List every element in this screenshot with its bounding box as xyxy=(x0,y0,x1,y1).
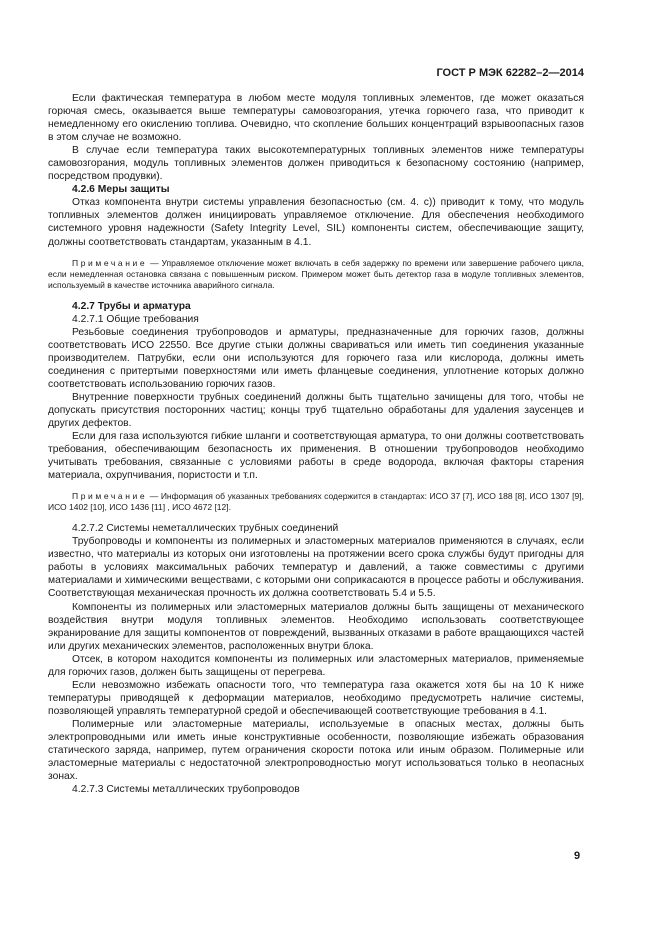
standard-header: ГОСТ Р МЭК 62282–2—2014 xyxy=(436,67,584,79)
body-text xyxy=(48,92,584,796)
paragraph: Полимерные или эластомерные материалы, используемые в опасных местах, должны быть электропроводными или иметь иные конструктивные особенности, позволяющие избежать образования статического заряда, например, путем ограничения скорости потока или иным образом. Полимерные или эластомерные материалы с недостаточной электропроводностью могут использоваться только в неопасных зонах. xyxy=(48,718,584,783)
note-label: Примечание xyxy=(72,257,148,268)
page-number: 9 xyxy=(574,850,581,862)
paragraph: В случае если температура таких высокотемпературных топливных элементов ниже температуры самовозгорания, модуль топливных элементов должен приводиться к безопасному состоянию (например, посредством продувки). xyxy=(48,145,584,183)
section-heading-4-2-7: 4.2.7 Трубы и арматура xyxy=(72,300,191,312)
note xyxy=(48,258,584,291)
paragraph: Трубопроводы и компоненты из полимерных и эластомерных материалов применяются в случаях, если известно, что материалы из которых они изготовлены на протяжении всего срока службы будут пригодны для работы в условиях максимальных рабочих температур и давлений, а также совместимы с другими материалами и химическими веществами, с которыми они соприкасаются в процессе работы и обслуживания. Соответствующая механическая прочность их должна соответствовать 5.4 и 5.5. xyxy=(48,536,584,600)
paragraph: Отсек, в котором находится компоненты из полимерных или эластомерных материалов, применяемые для горючих газов, должен быть защищены от перегрева. xyxy=(48,653,584,678)
paragraph: Если невозможно избежать опасности того, что температура газа окажется хотя бы на 10 К ниже температуры приводящей к деформации материалов, необходимо предусмотреть наличие системы, позволяющей управлять температурной средой и обеспечивающей соответствующие требования в 4.1. xyxy=(48,679,584,717)
note-label: Примечание xyxy=(72,491,148,502)
subsection-heading-4-2-7-3: 4.2.7.3 Системы металлических трубопроводов xyxy=(72,784,300,796)
subsection-heading-4-2-7-2: 4.2.7.2 Системы неметаллических трубных соединений xyxy=(72,523,339,535)
note xyxy=(48,491,584,513)
paragraph: Если для газа используются гибкие шланги и соответствующая арматура, то они должны соответствовать требования, обеспечивающим безопасность их применения. В отношении трубопроводов необходимо учитывать требования, связанные с условиями работы в среде водорода, включая факторы старения материала, охрупчивания, пористости и т.п. xyxy=(48,431,584,482)
paragraph: Внутренние поверхности трубных соединений должны быть тщательно зачищены для того, чтобы не допускать присутствия посторонних частиц; концы труб тщательно обработаны для удаления заусенцев и других дефектов. xyxy=(48,391,584,429)
note-text: — Информация об указанных требованиях содержится в стандартах: ИСО 37 [7], ИСО 188 [8], ИСО 1307 [9], ИСО 1402 [10], ИСО 1436 [11] , ИСО 4672 [12]. xyxy=(48,491,584,513)
paragraph: Компоненты из полимерных или эластомерных материалов должны быть защищены от механического воздействия внутри модуля топливных элементов. Необходимо использовать соответствующее экранирование для защиты компонентов от повреждений, вызванных отказами в работе вращающихся частей или других механических элементов, расположенных внутри блока. xyxy=(48,601,584,652)
paragraph: Резьбовые соединения трубопроводов и арматуры, предназначенные для горючих газов, должны соответствовать ИСО 22550. Все другие стыки должны свариваться или иметь тип соединения указанные производителем. Патрубки, если они используются для горючего газа или кислорода, должны иметь соединения с притертыми поверхностями или иметь фланцевые соединения, уплотнение которых должно соответствовать использованию горючих газов. xyxy=(48,326,584,390)
subsection-heading-4-2-7-1: 4.2.7.1 Общие требования xyxy=(72,313,199,325)
paragraph: Отказ компонента внутри системы управления безопасностью (см. 4. с)) приводит к тому, что модуль топливных элементов должен инициировать управляемое отключение. Для обеспечения необходимого системного уровня надежности (Safety Integrity Level, SIL) компоненты систем, обеспечивающие защиту, должны соответствовать стандартам, указанным в 4.1. xyxy=(48,197,584,248)
note-text: — Управляемое отключение может включать в себя задержку по времени или завершение рабочего цикла, если немедленная остановка связана с повышенным риском. Примером может быть детектор газа в модуле топливных элементов, используемый в качестве источника аварийного сигнала. xyxy=(48,257,584,290)
paragraph: Если фактическая температура в любом месте модуля топливных элементов, где может оказаться горючая смесь, оказывается выше температуры самовозгорания, утечка горючего газа, что приводит к немедленному его окислению топлива. Очевидно, что скопление больших концентраций взрывоопасных газов в этом случае не возможно. xyxy=(48,93,584,144)
section-heading-4-2-6: 4.2.6 Меры защиты xyxy=(72,184,170,196)
